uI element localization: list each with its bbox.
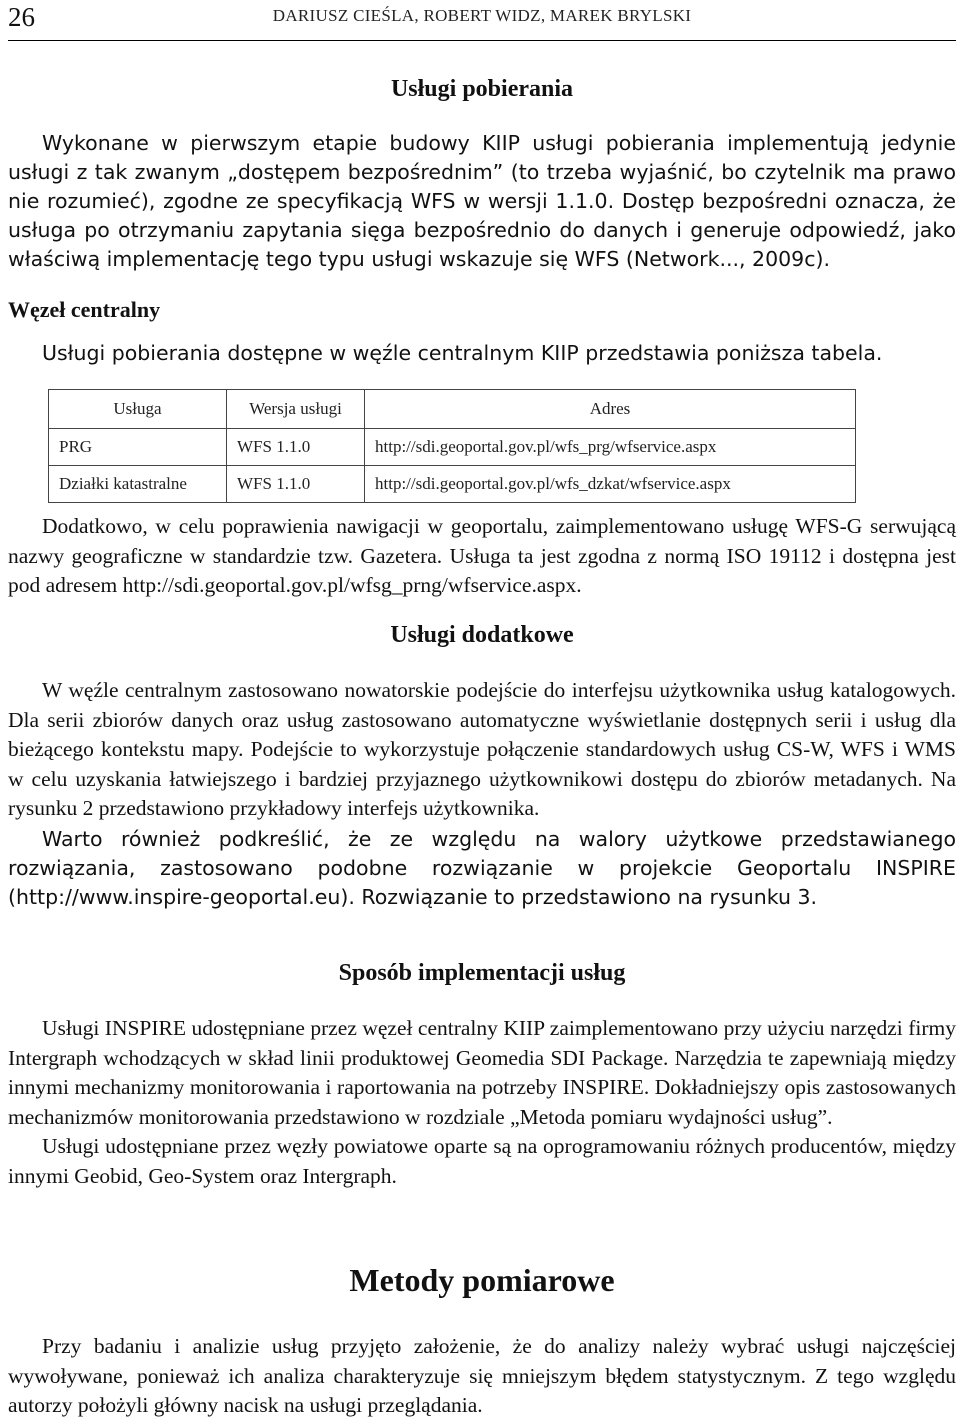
section2-body: [8, 676, 956, 912]
paragraph: Dodatkowo, w celu poprawienia nawigacji w geoportalu, zaimplementowano usługę WFS-G serwującą nazwy geograficzne w standardzie tzw. Gazetera. Usługa ta jest zgodna z normą ISO 19112 i dostępna jest pod adresem http://sdi.geoportal.gov.pl/wfsg_prng/wfservice.aspx.: [8, 514, 956, 597]
section-uslugi-pobierania: [8, 76, 956, 103]
section-title: Usługi pobierania: [390, 76, 574, 102]
table-header-row: [49, 390, 856, 429]
table-wrapper: [8, 389, 956, 503]
subsection-title: Węzeł centralny: [8, 297, 161, 322]
section-sposob-implementacji: [8, 960, 956, 987]
paragraph: W węźle centralnym zastosowano nowatorskie podejście do interfejsu użytkownika usług katalogowych. Dla serii zbiorów danych oraz usług zastosowano automatyczne wyświetlanie dostępnych serii i usług dla bieżącego kontekstu mapy. Podejście to wykorzystuje połączenie standardowych usług CS-W, WFS i WMS w celu uzyskania łatwiejszego i bardziej przyjaznego użytkownikowi dostępu do zbiorów metadanych. Na rysunku 2 przedstawiono przykładowy interfejs użytkownika.: [8, 678, 956, 820]
table-cell: WFS 1.1.0: [227, 429, 365, 466]
page: [8, 0, 956, 1417]
running-header: [8, 0, 956, 41]
table-row: [49, 466, 856, 503]
section4-body: [8, 1332, 956, 1421]
table-cell: WFS 1.1.0: [227, 466, 365, 503]
column-header: Adres: [365, 390, 856, 429]
table-cell-url: http://sdi.geoportal.gov.pl/wfs_dzkat/wfservice.aspx: [365, 466, 856, 503]
paragraph: Przy badaniu i analizie usług przyjęto założenie, że do analizy należy wybrać usługi najczęściej wywoływane, ponieważ ich analiza charakteryzuje się mniejszym błędem statystycznym. Z tego względu autorzy położyli główny nacisk na usługi przeglądania.: [8, 1334, 956, 1417]
section-uslugi-dodatkowe: [8, 622, 956, 649]
section-title: Usługi dodatkowe: [390, 622, 574, 648]
subsection: [8, 297, 956, 323]
table-row: [49, 429, 856, 466]
section1-body: [8, 129, 956, 274]
section1-after-table: [8, 512, 956, 601]
table-cell: Działki katastralne: [49, 466, 227, 503]
services-table: [48, 389, 856, 503]
paragraph: Warto również podkreślić, że ze względu na walory użytkowe przedstawianego rozwiązania, zastosowano podobne rozwiązanie w projekcie Geoportalu INSPIRE (http://www.inspire-geoportal.eu). Rozwiązanie to przedstawiono na rysunku 3.: [8, 826, 956, 909]
paragraph: Wykonane w pierwszym etapie budowy KIIP usługi pobierania implementują jedynie usługi z tak zwanym „dostępem bezpośrednim” (to trzeba wyjaśnić, bo czytelnik ma prawo nie rozumieć), zgodne ze specyfikacją WFS w wersji 1.1.0. Dostęp bezpośredni oznacza, że usługa po otrzymaniu zapytania sięga bezpośrednio do danych i generuje odpowiedź, jako właściwą implementację tego typu usługi wskazuje się WFS (Network..., 2009c).: [8, 131, 956, 271]
page-number: 26: [8, 2, 35, 32]
section-title: Sposób implementacji usług: [338, 960, 626, 986]
paragraph: Usługi udostępniane przez węzły powiatowe oparte są na oprogramowaniu różnych producentów, między innymi Geobid, Geo-System oraz Intergraph.: [8, 1134, 956, 1188]
table-cell: PRG: [59, 437, 93, 456]
paragraph: Usługi INSPIRE udostępniane przez węzeł centralny KIIP zaimplementowano przy użyciu narzędzi firmy Intergraph wchodzących w skład linii produktowej Geomedia SDI Package. Narzędzia te zapewniają między innymi mechanizmy monitorowania i raportowania na potrzeby INSPIRE. Dokładniejszy opis zastosowanych mechanizmów monitorowania przedstawiono w rozdziale „Metoda pomiaru wydajności usług”.: [8, 1016, 956, 1129]
running-head-authors: DARIUSZ CIEŚLA, ROBERT WIDZ, MAREK BRYLSKI: [272, 6, 692, 25]
section-title: Metody pomiarowe: [349, 1262, 615, 1298]
column-header: Usługa: [49, 390, 227, 429]
table-cell-url: http://sdi.geoportal.gov.pl/wfs_prg/wfservice.aspx: [365, 429, 856, 466]
paragraph: Usługi pobierania dostępne w węźle centralnym KIIP przedstawia poniższa tabela.: [42, 341, 883, 365]
column-header: Wersja usługi: [227, 390, 365, 429]
section3-body: [8, 1014, 956, 1191]
section-metody-pomiarowe: [8, 1262, 956, 1299]
table-intro: [8, 339, 956, 368]
